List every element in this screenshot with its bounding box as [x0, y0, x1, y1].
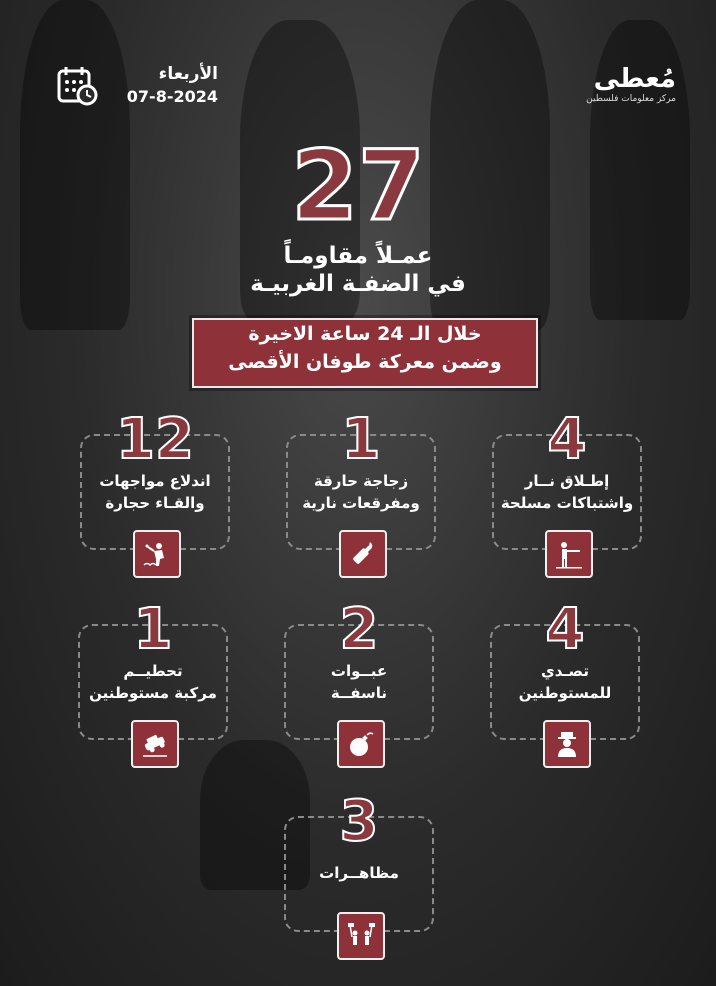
stone-thrower-icon: [133, 530, 181, 578]
banner-line1: خلال الـ 24 ساعة الاخيرة: [248, 323, 482, 345]
stat-label-line1: تحطيــم: [123, 662, 183, 680]
headline-line1: عمـلاً مقاومـاً: [283, 243, 433, 269]
car-crash-icon: [131, 720, 179, 768]
brand-name: مُعطى: [593, 64, 676, 94]
stat-label-line1: زجاجة حارقة: [313, 472, 409, 490]
stat-card-molotov: [286, 407, 436, 550]
stat-label-line2: ومفرقعات نارية: [302, 494, 420, 512]
stat-label-line2: مركبة مستوطنين: [89, 684, 217, 702]
stat-card-bombs: [284, 597, 434, 740]
stat-label: [294, 470, 428, 514]
stat-label-line1: تصـدي: [541, 662, 589, 680]
stat-number: 4: [545, 597, 585, 662]
stat-label-line2: واشتباكات مسلحة: [500, 494, 634, 512]
date-day: الأربعاء: [158, 64, 218, 84]
date-value: 07-8-2024: [126, 87, 218, 106]
stat-number: 2: [339, 597, 379, 662]
banner-line2: وضمن معركة طوفان الأقصى: [228, 351, 502, 373]
stat-label-line2: والقـاء حجارة: [105, 494, 205, 512]
stat-label: [88, 470, 222, 514]
calendar-icon: [56, 64, 98, 106]
stat-number: 1: [133, 597, 173, 662]
period-banner: [192, 318, 538, 388]
stat-label: [86, 660, 220, 704]
molotov-icon: [339, 530, 387, 578]
stat-card-protests: [284, 789, 434, 932]
stat-card-vehicle: [78, 597, 228, 740]
stat-label: [500, 470, 634, 514]
headline-line2: في الضفـة الغربيـة: [250, 271, 466, 297]
stat-label: [292, 660, 426, 704]
stat-number: 12: [116, 407, 194, 472]
protest-icon: [337, 912, 385, 960]
stat-label: [292, 862, 426, 884]
stat-label-line2: ناسفــة: [330, 684, 388, 702]
total-count: 27: [291, 130, 425, 242]
stat-label-line1: عبــوات: [330, 662, 388, 680]
brand-tagline: مركز معلومات فلسطين: [586, 94, 676, 104]
stat-label-line1: إطـلاق نــار: [524, 472, 610, 490]
gunman-icon: [545, 530, 593, 578]
stat-card-clashes: [80, 407, 230, 550]
stat-number: 4: [547, 407, 587, 472]
settler-icon: [543, 720, 591, 768]
stat-label-line2: للمستوطنين: [518, 684, 612, 702]
stat-number: 1: [341, 407, 381, 472]
stat-label: [498, 660, 632, 704]
stat-card-settlers: [490, 597, 640, 740]
brand-logo: [566, 64, 676, 104]
stat-number: 3: [339, 789, 379, 854]
stat-label-line1: مظاهــرات: [319, 864, 399, 882]
stat-card-shooting: [492, 407, 642, 550]
stat-label-line1: اندلاع مواجهات: [99, 472, 211, 490]
date-block: [56, 60, 216, 110]
bomb-icon: [337, 720, 385, 768]
headline: [0, 242, 716, 298]
